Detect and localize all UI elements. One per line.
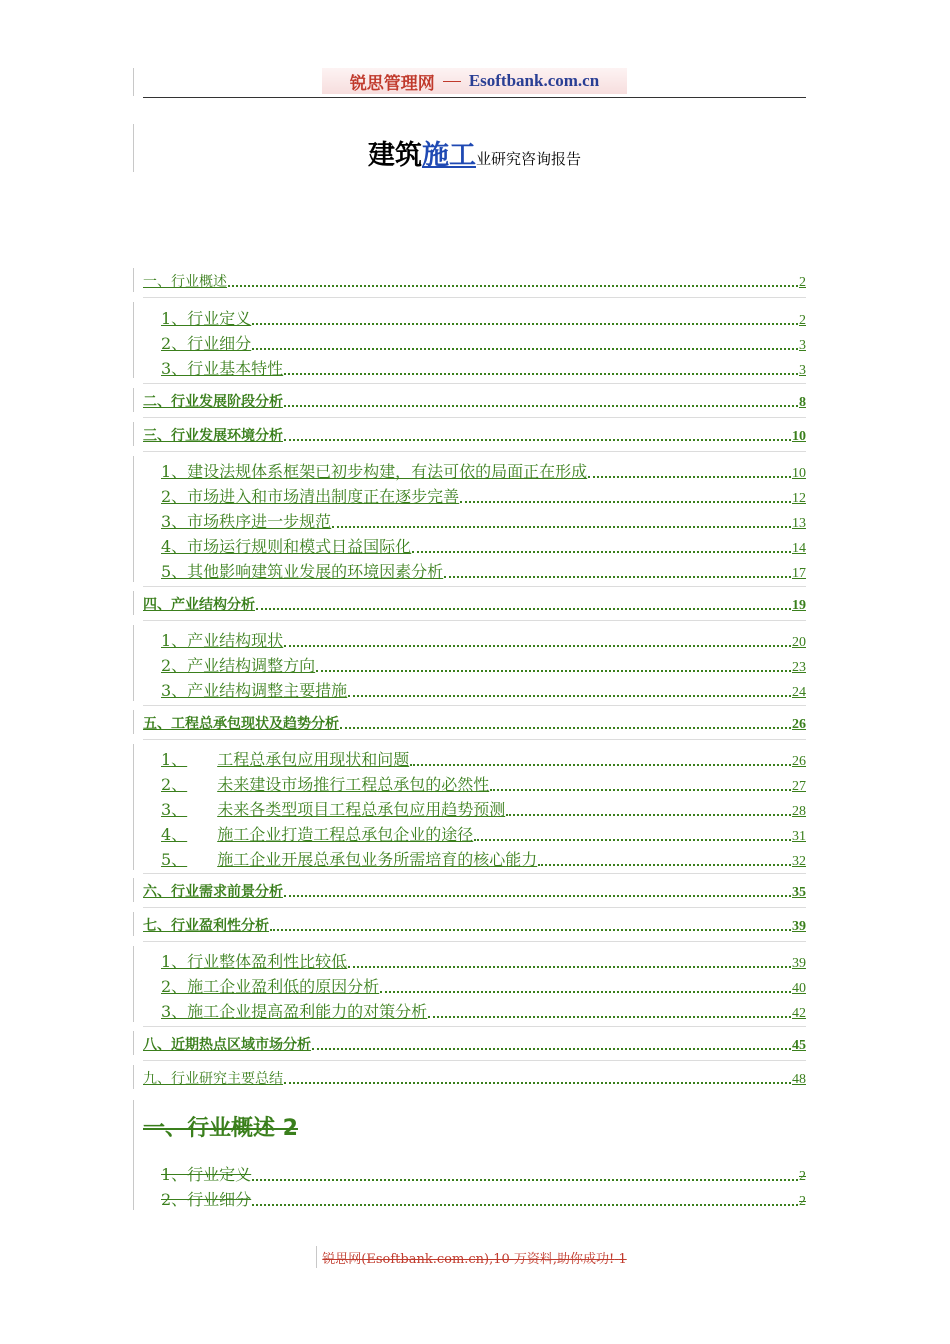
toc-entry-1-2[interactable]: 2、行业细分 3 — [161, 334, 806, 353]
toc-entry-1-3[interactable]: 3、行业基本特性 3 — [161, 359, 806, 378]
toc-separator — [143, 873, 806, 874]
toc-entry-5-5[interactable]: 5、 施工企业开展总承包业务所需培育的核心能力 32 — [161, 850, 806, 869]
footer-text: 锐思网(Esoftbank.com.cn),10 万资料,助你成功! — [322, 1252, 615, 1267]
header-logo — [322, 68, 627, 94]
brand-en: Esoftbank.com.cn — [468, 71, 600, 90]
toc-separator — [143, 383, 806, 384]
toc-entry-9[interactable]: 九、行业研究主要总结 48 — [143, 1071, 806, 1087]
margin-change-bar — [133, 422, 134, 446]
margin-change-bar — [133, 388, 134, 412]
toc-entry-3-5[interactable]: 5、其他影响建筑业发展的环境因素分析 17 — [161, 562, 806, 581]
margin-change-bar — [133, 302, 134, 378]
brand-divider — [443, 81, 461, 82]
toc-entry-6[interactable]: 六、行业需求前景分析 35 — [143, 884, 806, 900]
toc-entry-5-1[interactable]: 1、 工程总承包应用现状和问题 26 — [161, 750, 806, 769]
toc-entry-4-1[interactable]: 1、产业结构现状 20 — [161, 631, 806, 650]
toc-entry-4-3[interactable]: 3、产业结构调整主要措施 24 — [161, 681, 806, 700]
toc-separator — [143, 586, 806, 587]
toc-entry-3-2[interactable]: 2、市场进入和市场清出制度正在逐步完善 12 — [161, 487, 806, 506]
title-part3: 业研究咨询报告 — [475, 150, 581, 168]
deleted-heading: 一、行业概述 2 — [143, 1116, 298, 1141]
title-part1: 建筑 — [367, 140, 422, 171]
toc-entry-5-2[interactable]: 2、 未来建设市场推行工程总承包的必然性 27 — [161, 775, 806, 794]
margin-change-bar — [133, 878, 134, 902]
toc-entry-5-3[interactable]: 3、 未来各类型项目工程总承包应用趋势预测 28 — [161, 800, 806, 819]
toc-separator — [143, 451, 806, 452]
margin-change-bar — [133, 1065, 134, 1089]
toc-separator — [143, 620, 806, 621]
toc-entry-1[interactable]: 一、行业概述 2 — [143, 274, 806, 290]
toc-entry-3-4[interactable]: 4、市场运行规则和模式日益国际化 14 — [161, 537, 806, 556]
deleted-toc-entry-1: 1、行业定义 2 — [161, 1165, 806, 1184]
toc-entry-5[interactable]: 五、工程总承包现状及趋势分析 26 — [143, 716, 806, 732]
toc-entry-3[interactable]: 三、行业发展环境分析 10 — [143, 428, 806, 444]
margin-change-bar — [133, 625, 134, 701]
toc-entry-3-1[interactable]: 1、建设法规体系框架已初步构建，有法可依的局面正在形成 10 — [161, 462, 806, 481]
margin-change-bar — [133, 1031, 134, 1055]
toc-entry-7-1[interactable]: 1、行业整体盈利性比较低 39 — [161, 952, 806, 971]
margin-change-bar — [133, 268, 134, 292]
toc-entry-4[interactable]: 四、产业结构分析 19 — [143, 597, 806, 613]
brand-cn: 锐思管理网 — [349, 73, 435, 94]
toc-separator — [143, 907, 806, 908]
toc-entry-7-2[interactable]: 2、施工企业盈利低的原因分析 40 — [161, 977, 806, 996]
title-part2: 施工 — [421, 140, 476, 171]
toc-entry-7[interactable]: 七、行业盈利性分析 39 — [143, 918, 806, 934]
margin-change-bar — [133, 744, 134, 870]
header-rule — [143, 97, 806, 98]
toc-separator — [143, 417, 806, 418]
footer-page-number: 1 — [618, 1252, 627, 1267]
margin-change-bar — [133, 946, 134, 1022]
toc-entry-8[interactable]: 八、近期热点区域市场分析 45 — [143, 1037, 806, 1053]
margin-change-bar — [133, 591, 134, 615]
toc-separator — [143, 941, 806, 942]
margin-change-bar — [133, 912, 134, 936]
toc-separator — [143, 1026, 806, 1027]
margin-change-bar — [133, 710, 134, 734]
toc-entry-7-3[interactable]: 3、施工企业提高盈利能力的对策分析 42 — [161, 1002, 806, 1021]
margin-change-bar — [133, 124, 134, 172]
toc-entry-5-4[interactable]: 4、 施工企业打造工程总承包企业的途径 31 — [161, 825, 806, 844]
toc-entry-4-2[interactable]: 2、产业结构调整方向 23 — [161, 656, 806, 675]
toc-separator — [143, 705, 806, 706]
toc-separator — [143, 739, 806, 740]
deleted-toc-entry-2: 2、行业细分 2 — [161, 1190, 806, 1209]
page-footer — [143, 1248, 806, 1267]
toc-separator — [143, 297, 806, 298]
toc-separator — [143, 1060, 806, 1061]
document-title — [143, 133, 806, 172]
margin-change-bar — [133, 68, 134, 96]
margin-change-bar — [133, 1100, 134, 1210]
margin-change-bar — [133, 456, 134, 582]
toc-entry-3-3[interactable]: 3、市场秩序进一步规范 13 — [161, 512, 806, 531]
toc-entry-2[interactable]: 二、行业发展阶段分析 8 — [143, 394, 806, 410]
toc-entry-1-1[interactable]: 1、行业定义 2 — [161, 309, 806, 328]
